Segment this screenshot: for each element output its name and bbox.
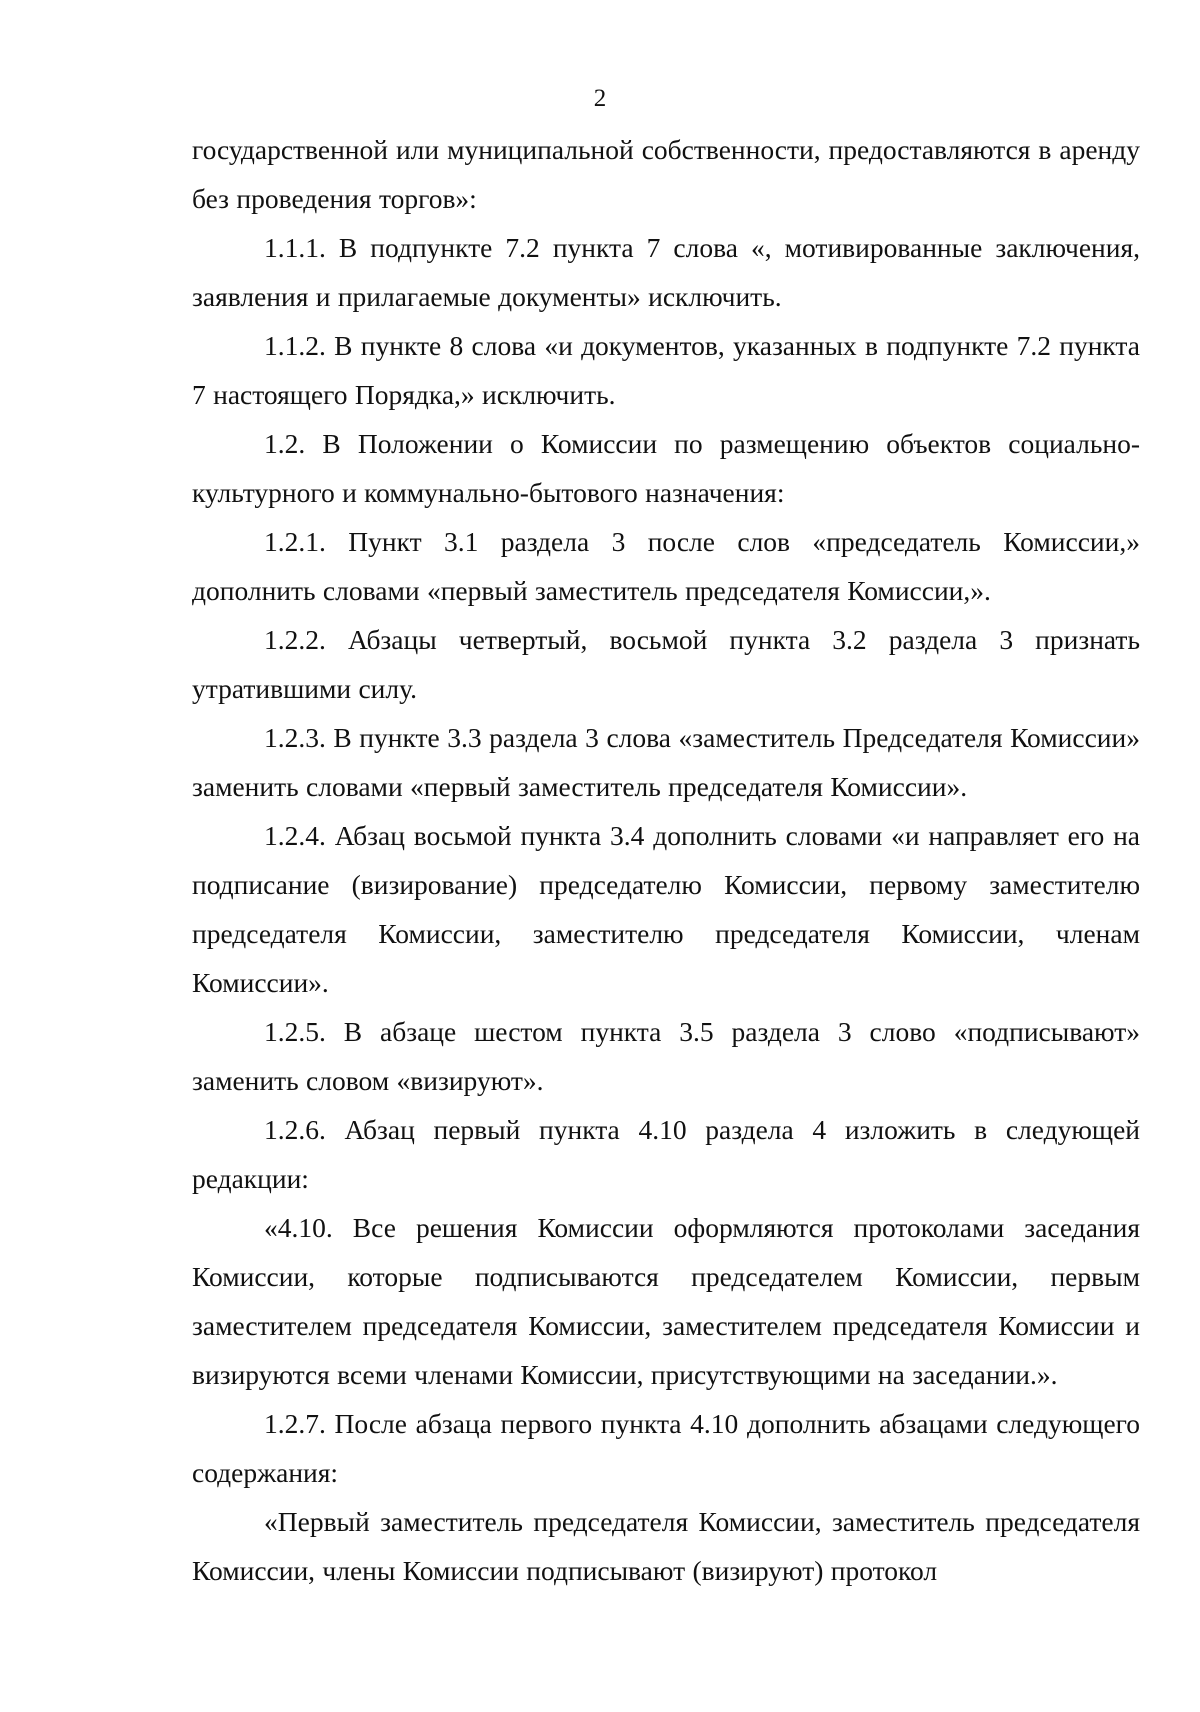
paragraph-quote-first-deputy: «Первый заместитель председателя Комиссии, заместитель председателя Комиссии, члены Комиссии подписывают (визируют) протокол — [192, 1506, 1140, 1586]
paragraph-1-2-3: 1.2.3. В пункте 3.3 раздела 3 слова «заместитель Председателя Комиссии» заменить словами «первый заместитель председателя Комиссии». — [192, 722, 1140, 802]
paragraph-1-1-2: 1.1.2. В пункте 8 слова «и документов, указанных в подпункте 7.2 пункта 7 настоящего Порядка,» исключить. — [192, 330, 1140, 410]
page-number: 2 — [593, 85, 607, 112]
paragraph-1-2-1: 1.2.1. Пункт 3.1 раздела 3 после слов «председатель Комиссии,» дополнить словами «первый заместитель председателя Комиссии,». — [192, 526, 1140, 606]
document-body — [192, 125, 1140, 1595]
paragraph-1-2-7: 1.2.7. После абзаца первого пункта 4.10 дополнить абзацами следующего содержания: — [192, 1408, 1140, 1488]
paragraph-1-2-4: 1.2.4. Абзац восьмой пункта 3.4 дополнить словами «и направляет его на подписание (визирование) председателю Комиссии, первому заместителю председателя Комиссии, заместителю председателя Комиссии, членам Комиссии». — [192, 820, 1140, 998]
paragraph-1-2-6: 1.2.6. Абзац первый пункта 4.10 раздела 4 изложить в следующей редакции: — [192, 1114, 1140, 1194]
paragraph-1-2: 1.2. В Положении о Комиссии по размещению объектов социально-культурного и коммунально-бытового назначения: — [192, 428, 1140, 508]
paragraph-1-1-1: 1.1.1. В подпункте 7.2 пункта 7 слова «, мотивированные заключения, заявления и прилагаемые документы» исключить. — [192, 232, 1140, 312]
paragraph-1-2-2: 1.2.2. Абзацы четвертый, восьмой пункта 3.2 раздела 3 признать утратившими силу. — [192, 624, 1140, 704]
paragraph-1-2-5: 1.2.5. В абзаце шестом пункта 3.5 раздела 3 слово «подписывают» заменить словом «визируют». — [192, 1016, 1140, 1096]
paragraph-quote-4-10: «4.10. Все решения Комиссии оформляются протоколами заседания Комиссии, которые подписываются председателем Комиссии, первым заместителем председателя Комиссии, заместителем председателя Комиссии и визируются всеми членами Комиссии, присутствующими на заседании.». — [192, 1212, 1140, 1390]
paragraph-continuation: государственной или муниципальной собственности, предоставляются в аренду без проведения торгов»: — [192, 134, 1140, 214]
